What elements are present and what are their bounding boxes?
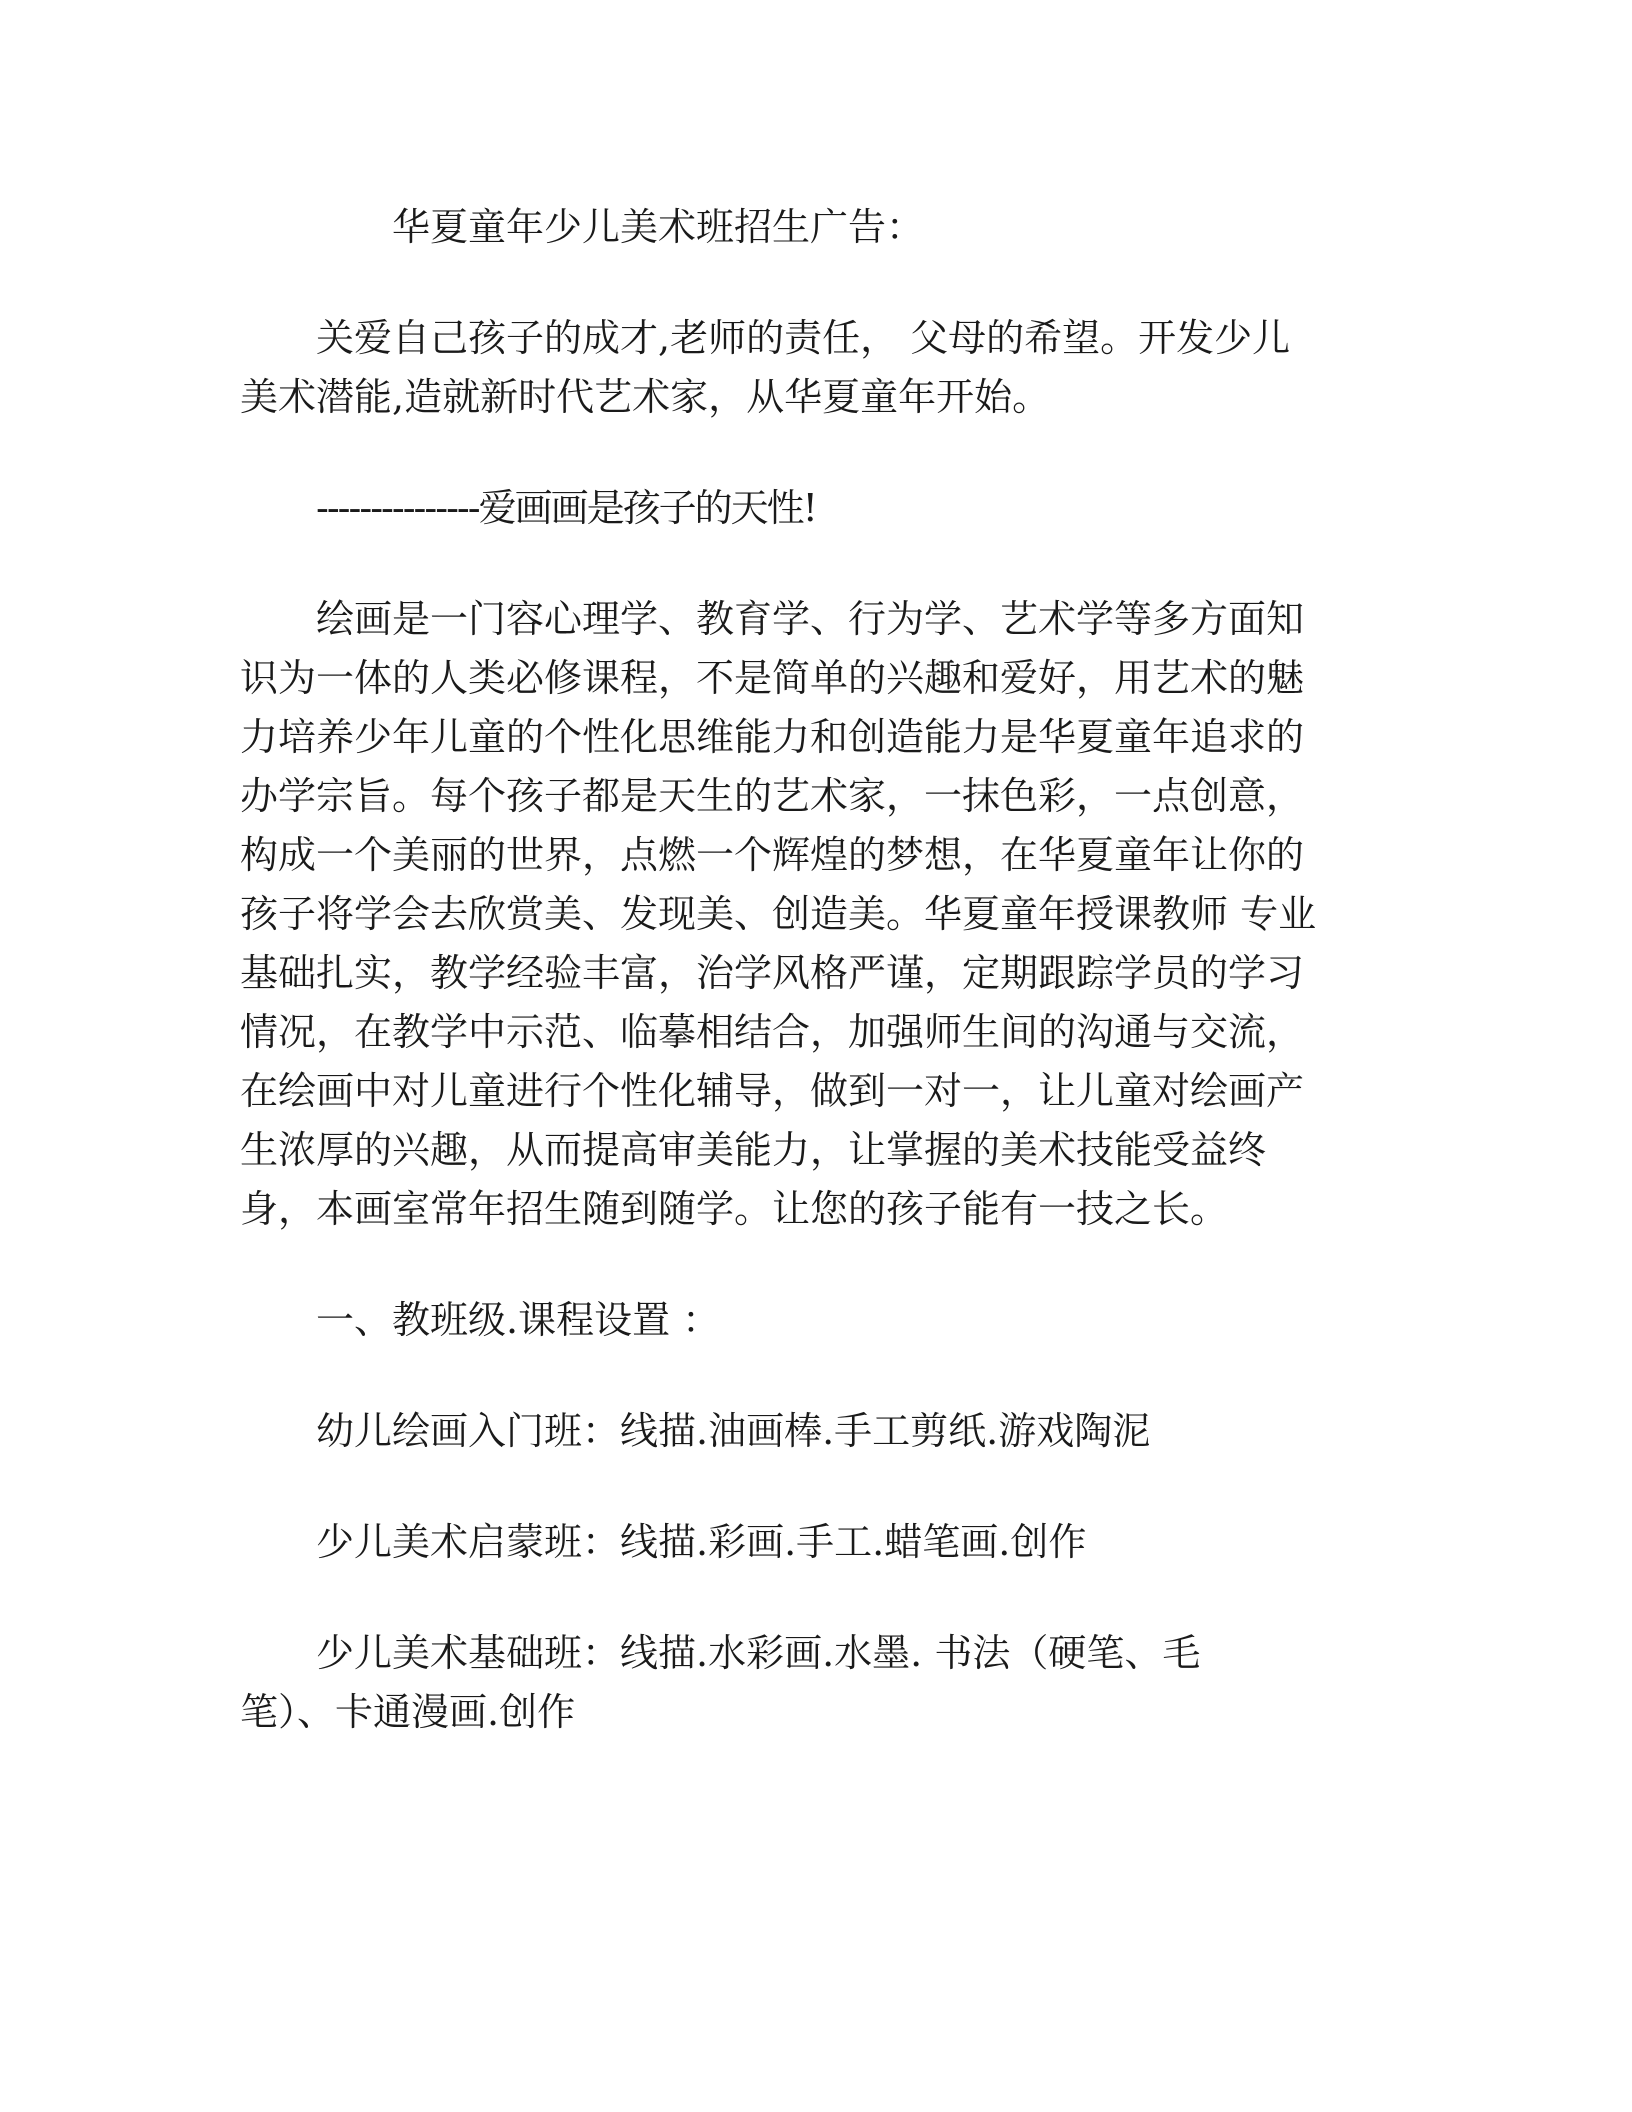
document-body [240, 198, 1390, 1794]
slogan-paragraph [240, 479, 1390, 538]
doc-title [240, 198, 1390, 257]
body-line: 构成一个美丽的世界，点燃一个辉煌的梦想，在华夏童年让你的 [240, 833, 1305, 877]
class-line: 少儿美术启蒙班：线描.彩画.手工.蜡笔画.创作 [316, 1520, 1087, 1564]
body-paragraph [240, 590, 1390, 1239]
body-line: 生浓厚的兴趣，从而提高审美能力，让掌握的美术技能受益终 [240, 1128, 1267, 1172]
body-line: 力培养少年儿童的个性化思维能力和创造能力是华夏童年追求的 [240, 715, 1305, 759]
body-line: 在绘画中对儿童进行个性化辅导，做到一对一，让儿童对绘画产 [240, 1069, 1305, 1113]
class-item [240, 1402, 1390, 1461]
slogan-line: ---------------爱画画是孩子的天性! [316, 486, 816, 530]
intro-line: 关爱自己孩子的成才,老师的责任， 父母的希望。开发少儿 [316, 316, 1291, 360]
intro-paragraph [240, 309, 1390, 427]
body-line: 绘画是一门容心理学、教育学、行为学、艺术学等多方面知 [316, 597, 1305, 641]
class-item [240, 1513, 1390, 1572]
body-line: 情况，在教学中示范、临摹相结合，加强师生间的沟通与交流， [240, 1010, 1305, 1054]
class-line: 笔）、卡通漫画.创作 [240, 1690, 576, 1734]
body-line: 身，本画室常年招生随到随学。让您的孩子能有一技之长。 [240, 1187, 1229, 1231]
class-item [240, 1624, 1390, 1742]
body-line: 识为一体的人类必修课程，不是简单的兴趣和爱好，用艺术的魅 [240, 656, 1305, 700]
section-heading [240, 1291, 1390, 1350]
body-line: 基础扎实，教学经验丰富，治学风格严谨，定期跟踪学员的学习 [240, 951, 1305, 995]
section-heading-text: 一、教班级.课程设置 ： [316, 1298, 721, 1342]
body-line: 办学宗旨。每个孩子都是天生的艺术家，一抹色彩，一点创意， [240, 774, 1305, 818]
class-line: 幼儿绘画入门班：线描.油画棒.手工剪纸.游戏陶泥 [316, 1409, 1151, 1453]
title-line: 华夏童年少儿美术班招生广告： [392, 205, 925, 249]
intro-line: 美术潜能,造就新时代艺术家，从华夏童年开始。 [240, 375, 1051, 419]
class-line: 少儿美术基础班：线描.水彩画.水墨. 书法（硬笔、毛 [316, 1631, 1201, 1675]
body-line: 孩子将学会去欣赏美、发现美、创造美。华夏童年授课教师 专业 [240, 892, 1317, 936]
